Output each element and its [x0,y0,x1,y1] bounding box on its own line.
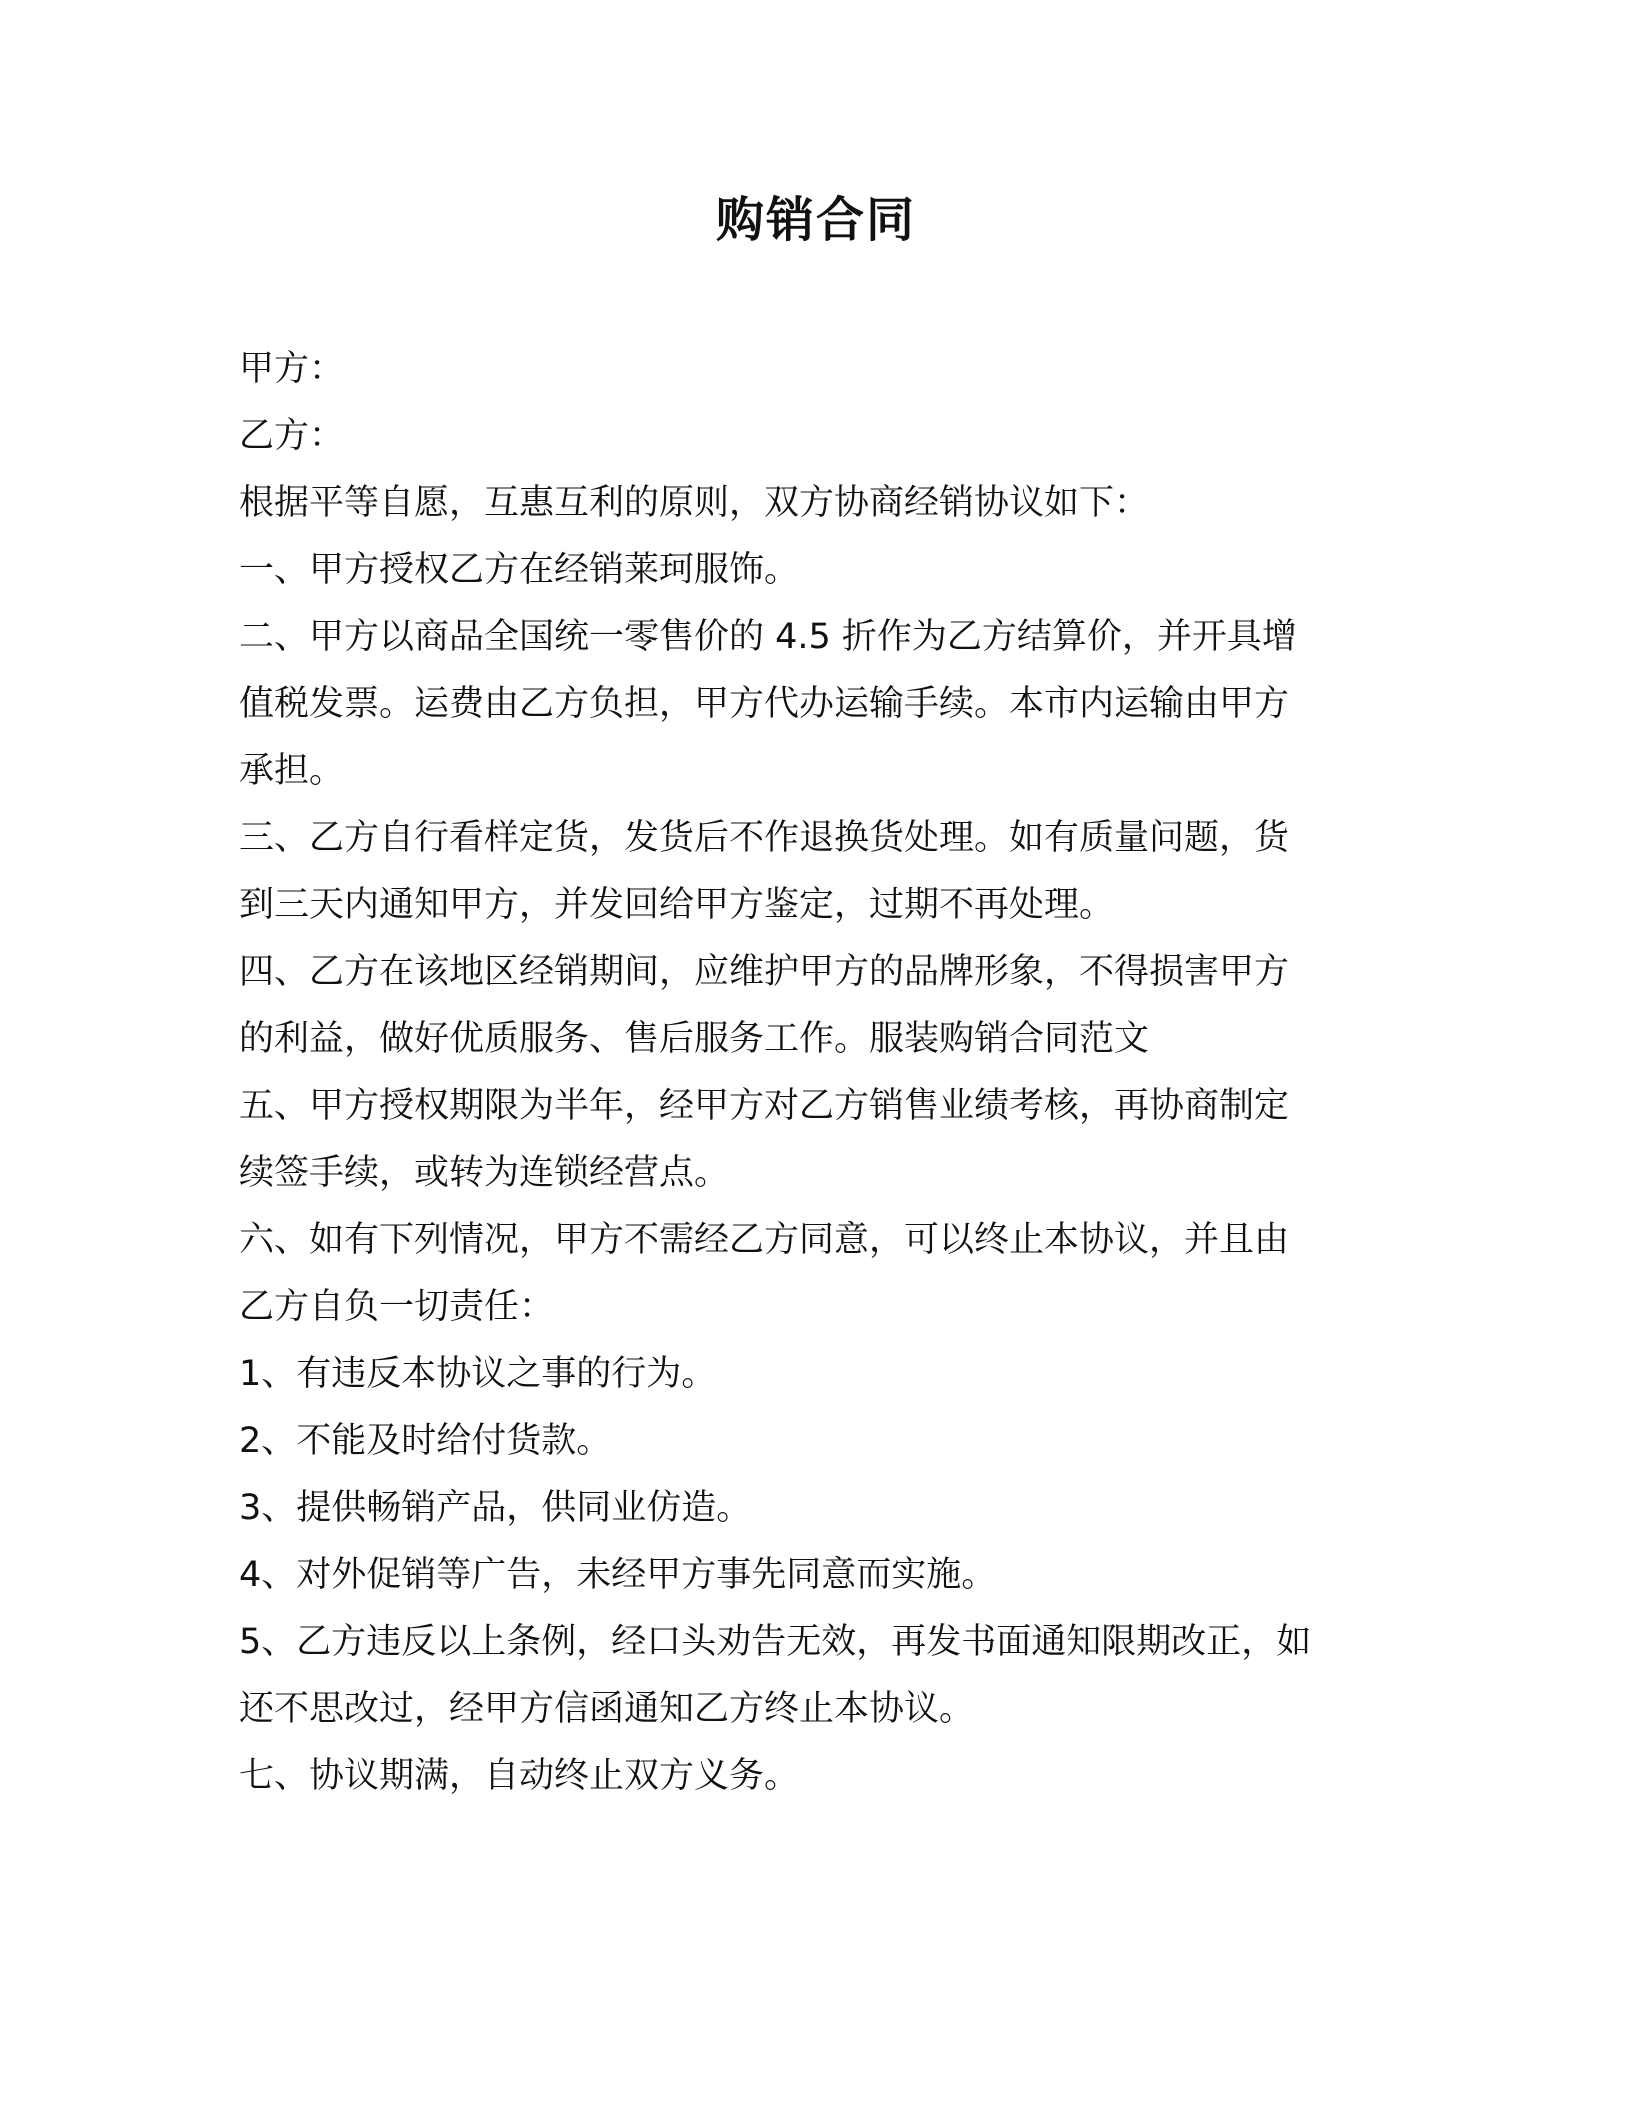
clause-5-line-2: 续签手续，或转为连锁经营点。 [239,1153,730,1193]
clause-2-line-2: 值税发票。运费由乙方负担，甲方代办运输手续。本市内运输由甲方 [239,684,1290,724]
clause-7-line: 七、协议期满，自动终止双方义务。 [239,1756,800,1796]
party-b-line: 乙方： [239,416,345,456]
sub-item-1-line: 1、有违反本协议之事的行为。 [239,1354,717,1394]
party-a-line: 甲方： [239,349,345,389]
clause-3-line-2: 到三天内通知甲方，并发回给甲方鉴定，过期不再处理。 [239,885,1115,925]
clause-2-line-1: 二、甲方以商品全国统一零售价的 4.5 折作为乙方结算价，并开具增 [239,617,1297,657]
sub-item-5-line-1: 5、乙方违反以上条例，经口头劝告无效，再发书面通知限期改正，如 [239,1622,1312,1662]
clause-6-line-1: 六、如有下列情况，甲方不需经乙方同意，可以终止本协议，并且由 [239,1220,1290,1260]
document-title: 购销合同 [715,192,916,248]
sub-item-5-line-2: 还不思改过，经甲方信函通知乙方终止本协议。 [239,1689,975,1729]
clause-2-line-3: 承担。 [239,751,345,791]
clause-5-line-1: 五、甲方授权期限为半年，经甲方对乙方销售业绩考核，再协商制定 [239,1086,1290,1126]
sub-item-2-line: 2、不能及时给付货款。 [239,1421,612,1461]
sub-item-3-line: 3、提供畅销产品，供同业仿造。 [239,1488,752,1528]
preamble-line: 根据平等自愿，互惠互利的原则，双方协商经销协议如下： [239,483,1150,523]
clause-6-line-2: 乙方自负一切责任： [239,1287,555,1327]
document-body [239,336,1379,1810]
clause-4-line-1: 四、乙方在该地区经销期间，应维护甲方的品牌形象，不得损害甲方 [239,952,1290,992]
clause-3-line-1: 三、乙方自行看样定货，发货后不作退换货处理。如有质量问题，货 [239,818,1290,858]
clause-4-line-2: 的利益，做好优质服务、售后服务工作。服装购销合同范文 [239,1019,1150,1059]
sub-item-4-line: 4、对外促销等广告，未经甲方事先同意而实施。 [239,1555,997,1595]
clause-1-line: 一、甲方授权乙方在经销莱珂服饰。 [239,550,800,590]
